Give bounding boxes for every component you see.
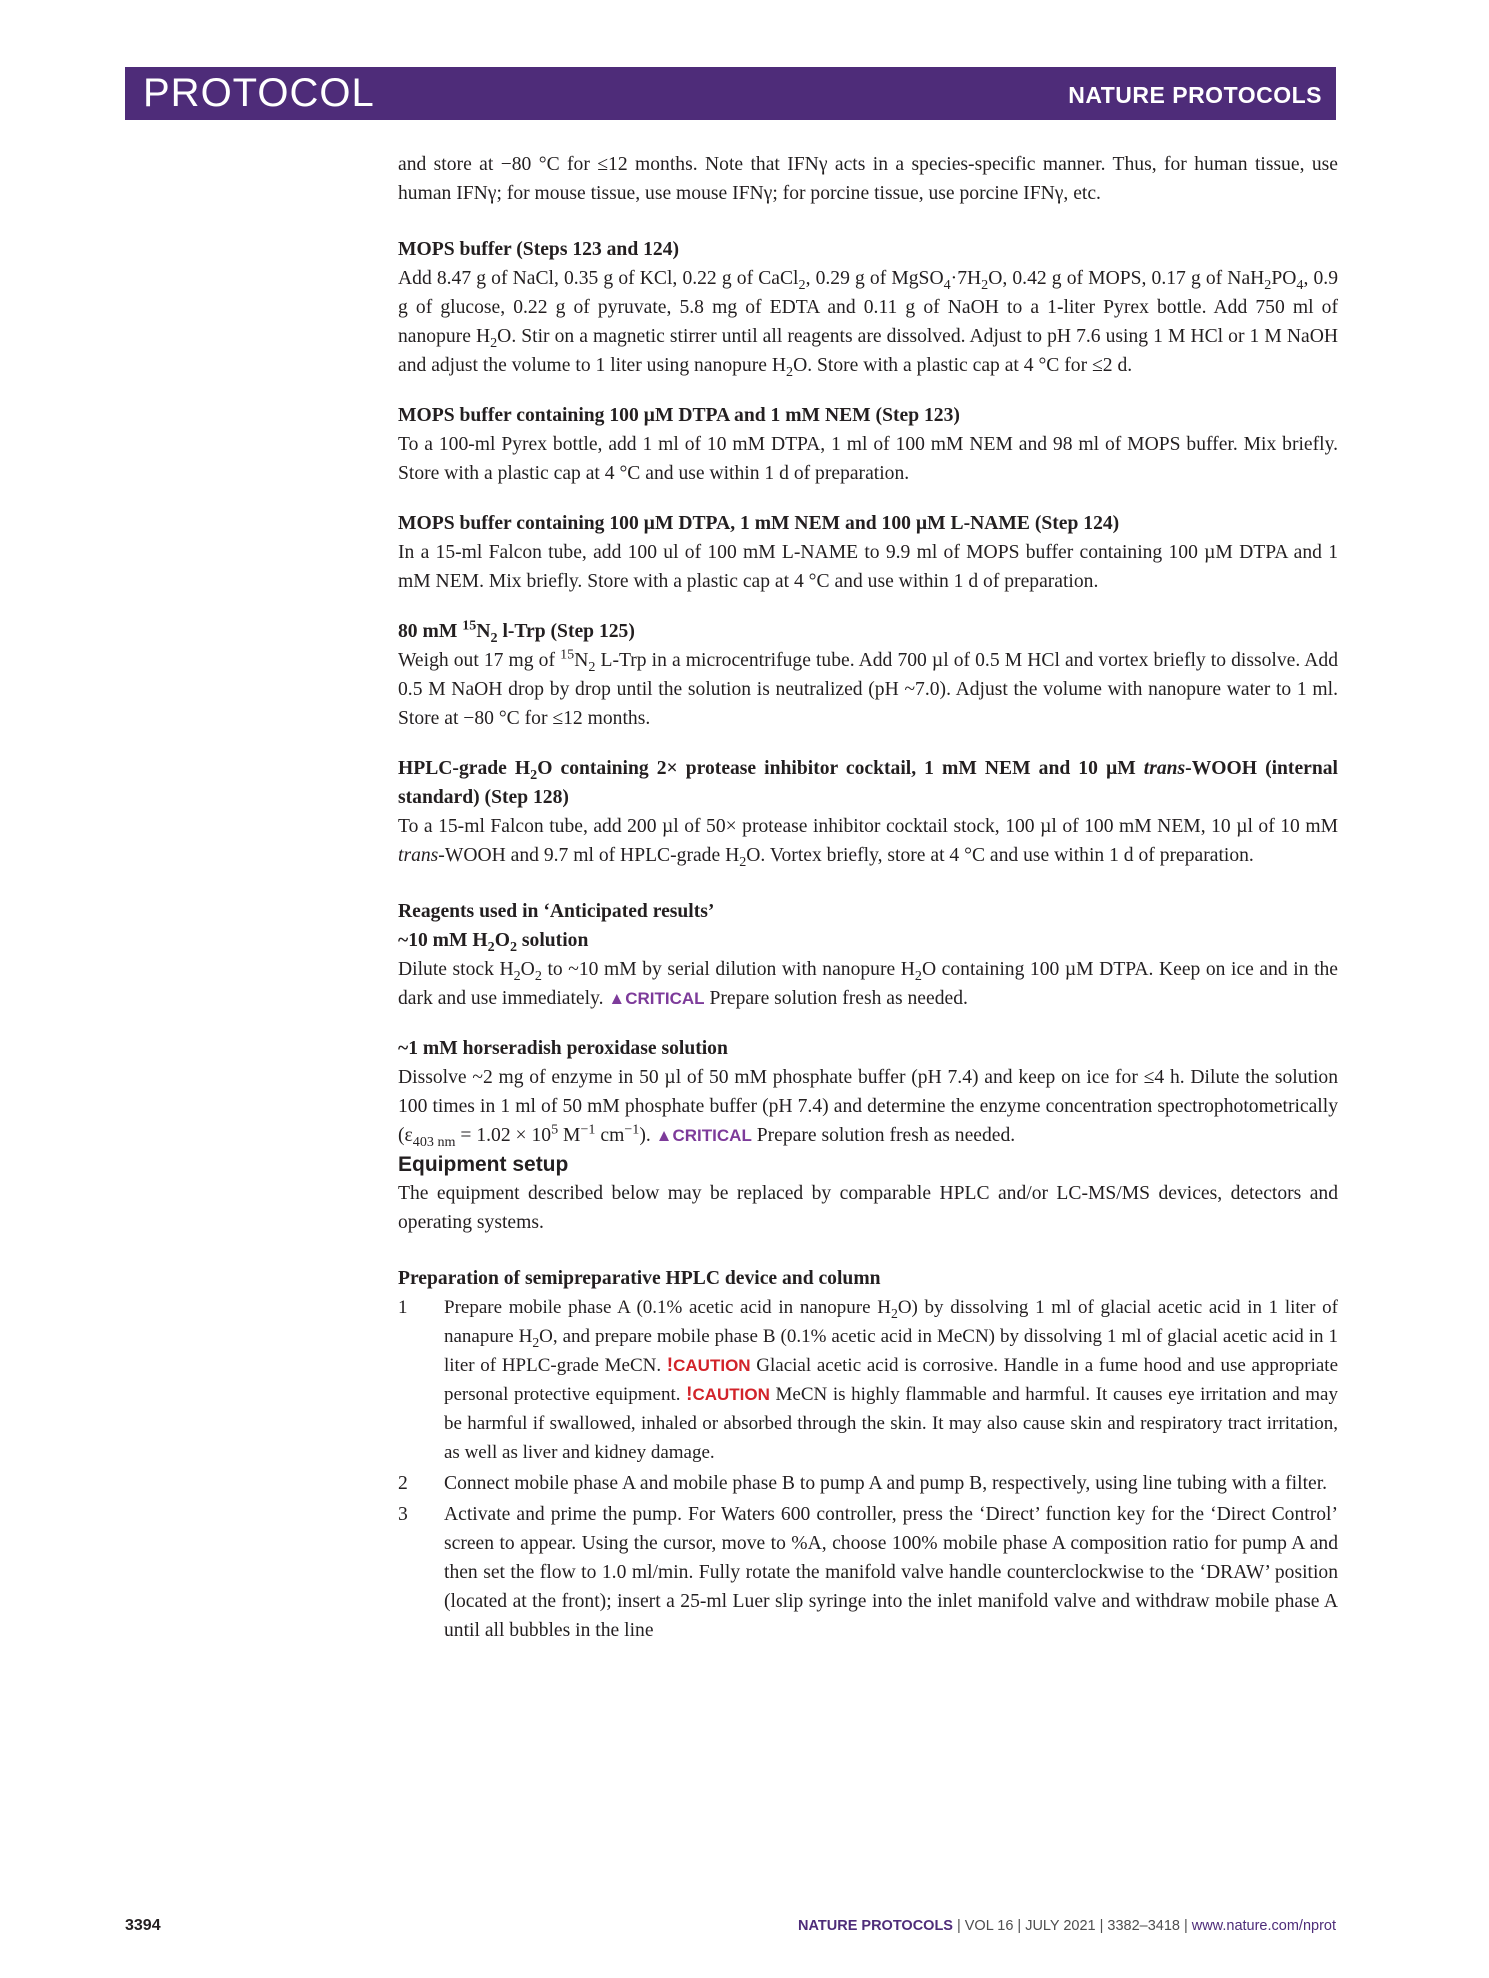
mops-dtpa-heading: MOPS buffer containing 100 µM DTPA and 1 mM NEM (Step 123) [398, 405, 960, 426]
hrp-heading: ~1 mM horseradish peroxidase solution [398, 1038, 728, 1059]
page-number: 3394 [125, 1917, 161, 1934]
step-item: 2 Connect mobile phase A and mobile phase B to pump A and pump B, respectively, using line tubing with a filter. [398, 1469, 1338, 1498]
mops-buffer-heading: MOPS buffer (Steps 123 and 124) [398, 239, 680, 260]
mops-lname-heading: MOPS buffer containing 100 µM DTPA, 1 mM NEM and 100 µM L-NAME (Step 124) [398, 513, 1120, 534]
mops-dtpa-text: To a 100-ml Pyrex bottle, add 1 ml of 10 mM DTPA, 1 ml of 100 mM NEM and 98 ml of MOPS buffer. Mix briefly. Store with a plastic cap at 4 °C and use within 1 d of preparation. [398, 434, 1338, 484]
step-number: 1 [398, 1297, 408, 1318]
hplc-water-heading: HPLC-grade $H_2O$ containing 2× protease inhibitor cocktail, 1 mM NEM and 10 µM trans-WOOH (internal standard) (Step 128) [398, 758, 1338, 808]
step-number: 2 [398, 1473, 408, 1494]
triangle-icon: ▲ [608, 989, 626, 1008]
step-item: 1 Prepare mobile phase A (0.1% acetic acid in nanopure $H_2O$) by dissolving 1 ml of glacial acetic acid in 1 liter of nanapure $H_2O$, and prepare mobile phase B (0.1% acetic acid in MeCN) by dissolving 1 ml of glacial acetic acid in 1 liter of HPLC-grade MeCN. !CAUTION Glacial acetic acid is corrosive. Handle in a fume hood and use appropriate personal protective equipment. !CAUTION MeCN is highly flammable and harmful. It causes eye irritation and may be harmful if swallowed, inhaled or absorbed through the skin. It may also cause skin and respiratory tract irritation, as well as liver and kidney damage. [398, 1293, 1338, 1467]
journal-name: NATURE PROTOCOLS [1068, 82, 1322, 108]
hrp-text: Dissolve ~2 mg of enzyme in 50 µl of 50 mM phosphate buffer (pH 7.4) and keep on ice for ≤4 h. Dilute the solution 100 times in 1 ml of 50 mM phosphate buffer (pH 7.4) and determine the enzyme concentration spectrophotometrically ($\varepsilon_{403 nm} = 1.02 \times 10^5$ $M^{-1}$ $cm^{-1}$). ▲CRITICAL Prepare solution fresh as needed. [398, 1067, 1338, 1150]
triangle-icon: ▲ [655, 1126, 673, 1145]
mops-dtpa-section [398, 401, 1338, 488]
caution-label: CAUTION [692, 1385, 770, 1404]
footer-journal: NATURE PROTOCOLS [798, 1918, 953, 1934]
h2o2-heading: ~10 mM $H_2O_2$ solution [398, 930, 589, 955]
caution-label: CAUTION [673, 1356, 751, 1375]
critical-label: CRITICAL [672, 1126, 752, 1145]
section-label: PROTOCOL [143, 71, 375, 115]
footer-citation: NATURE PROTOCOLS | VOL 16 | JULY 2021 | 3382–3418 | www.nature.com/nprot [798, 1918, 1336, 1934]
intro-paragraph: and store at −80 °C for ≤12 months. Note that IFNγ acts in a species-specific manner. Thus, for human tissue, use human IFNγ; for mouse tissue, use mouse IFNγ; for porcine tissue, use porcine IFNγ, etc. [398, 154, 1338, 204]
critical-label: CRITICAL [625, 989, 705, 1008]
hrp-section [398, 1034, 1338, 1150]
semiprep-steps [398, 1293, 1338, 1645]
exclamation-icon: ! [666, 1355, 674, 1376]
mops-lname-text: In a 15-ml Falcon tube, add 100 ul of 100 mM L-NAME to 9.9 ml of MOPS buffer containing 100 µM DTPA and 1 mM NEM. Mix briefly. Store with a plastic cap at 4 °C and use within 1 d of preparation. [398, 542, 1338, 592]
semiprep-heading: Preparation of semipreparative HPLC device and column [398, 1268, 881, 1289]
page-content [398, 150, 1338, 1647]
mops-lname-section [398, 509, 1338, 596]
trp-heading: 80 mM $^{15}N_2$ l-Trp (Step 125) [398, 617, 635, 646]
trp-text: Weigh out 17 mg of $^{15}N_2$ L-Trp in a microcentrifuge tube. Add 700 µl of 0.5 M HCl and vortex briefly to dissolve. Add 0.5 M NaOH drop by drop until the solution is neutralized (pH ~7.0). Adjust the volume with nanopure water to 1 ml. Store at −80 °C for ≤12 months. [398, 646, 1338, 729]
anticipated-heading: Reagents used in ‘Anticipated results’ [398, 901, 715, 922]
hplc-water-section [398, 754, 1338, 870]
footer-date: JULY 2021 [1025, 1918, 1096, 1934]
footer-url-link[interactable]: www.nature.com/nprot [1191, 1918, 1336, 1934]
footer-volume: VOL 16 [964, 1918, 1014, 1934]
step-number: 3 [398, 1504, 408, 1525]
header-banner [125, 67, 1336, 120]
anticipated-section [398, 897, 1338, 1013]
mops-buffer-text: Add 8.47 g of NaCl, 0.35 g of KCl, 0.22 g of CaCl$_2$, 0.29 g of $MgSO_4\cdot 7H_2O$, 0.42 g of MOPS, 0.17 g of $NaH_2PO_4$, 0.9 g of glucose, 0.22 g of pyruvate, 5.8 mg of EDTA and 0.11 g of NaOH to a 1-liter Pyrex bottle. Add 750 ml of nanopure $H_2O$. Stir on a magnetic stirrer until all reagents are dissolved. Adjust to pH 7.6 using 1 M HCl or 1 M NaOH and adjust the volume to 1 liter using nanopure $H_2O$. Store with a plastic cap at 4 °C for ≤2 d. [398, 268, 1338, 380]
hplc-water-text: To a 15-ml Falcon tube, add 200 µl of 50× protease inhibitor cocktail stock, 100 µl of 100 mM NEM, 10 µl of 10 mM trans-WOOH and 9.7 ml of HPLC-grade $H_2O$. Vortex briefly, store at 4 °C and use within 1 d of preparation. [398, 816, 1338, 870]
trp-section [398, 617, 1338, 733]
equipment-setup-heading: Equipment setup [398, 1153, 569, 1176]
h2o2-text: Dilute stock $H_2O_2$ to ~10 mM by serial dilution with nanopure $H_2O$ containing 100 µM DTPA. Keep on ice and in the dark and use immediately. ▲CRITICAL Prepare solution fresh as needed. [398, 959, 1339, 1009]
mops-buffer-section [398, 235, 1338, 380]
equipment-setup-text: The equipment described below may be replaced by comparable HPLC and/or LC-MS/MS devices, detectors and operating systems. [398, 1183, 1338, 1233]
footer-pages: 3382–3418 [1107, 1918, 1180, 1934]
semiprep-section [398, 1264, 1338, 1645]
exclamation-icon: ! [686, 1384, 693, 1405]
step-item: 3 Activate and prime the pump. For Waters 600 controller, press the ‘Direct’ function key for the ‘Direct Control’ screen to appear. Using the cursor, move to %A, choose 100% mobile phase A composition ratio for pump A and then set the flow to 1.0 ml/min. Fully rotate the manifold valve handle counterclockwise to the ‘DRAW’ position (located at the front); insert a 25-ml Luer slip syringe into the inlet manifold valve and withdraw mobile phase A until all bubbles in the line [398, 1500, 1338, 1645]
